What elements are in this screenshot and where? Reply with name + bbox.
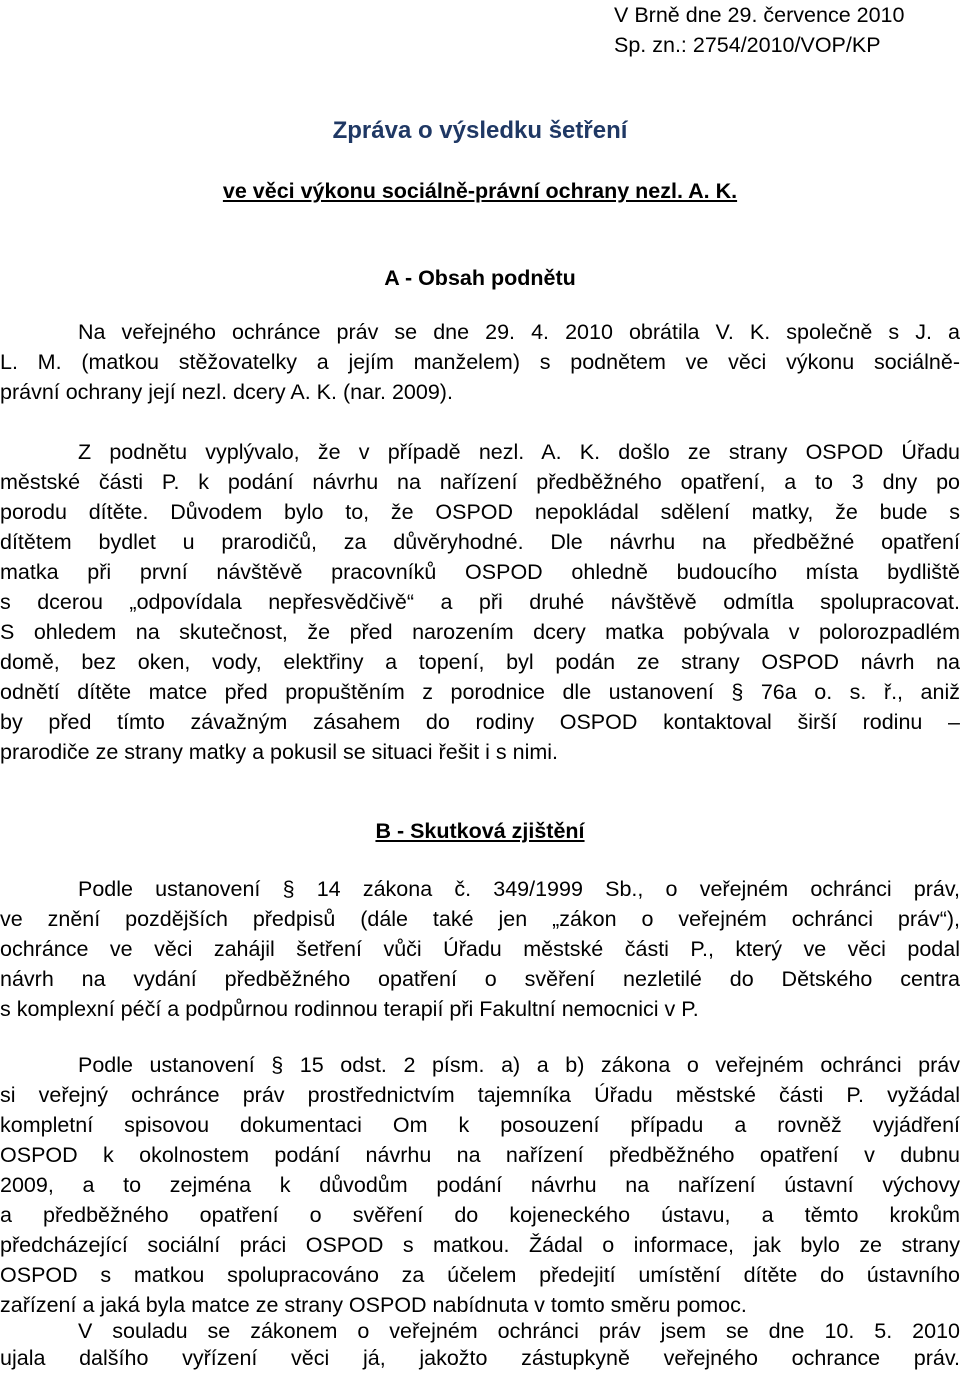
text-line: by před tímto závažným zásahem do rodiny OSPOD kontaktoval širší rodinu –: [0, 710, 960, 734]
text-line: zařízení a jaká byla matce ze strany OSPOD nabídnuta v tomto směru pomoc.: [0, 1293, 747, 1317]
date-line: V Brně dne 29. července 2010: [614, 3, 905, 27]
text-line: městské části P. k podání návrhu na nařízení předběžného opatření, a to 3 dny po: [0, 470, 960, 494]
section-b-heading: [0, 816, 960, 846]
text-line: Podle ustanovení § 15 odst. 2 písm. a) a b) zákona o veřejném ochránci práv: [78, 1053, 960, 1077]
text-line: s dcerou „odpovídala nepřesvědčivě“ a při druhé návštěvě odmítla spolupracovat.: [0, 590, 960, 614]
text-line: ujala dalšího vyřízení věci já, jakožto zástupkyně veřejného ochrance práv.: [0, 1346, 960, 1370]
section-a-heading: A - Obsah podnětu: [384, 266, 576, 290]
text-line: kompletní spisovou dokumentaci Om k posouzení případu a rovněž vyjádření: [0, 1113, 960, 1137]
text-line: L. M. (matkou stěžovatelky a jejím manželem) s podnětem ve věci výkonu sociálně-: [0, 350, 960, 374]
text-line: ochránce ve věci zahájil šetření vůči Úřadu městské části P., který ve věci podal: [0, 937, 960, 961]
section-b-heading-text: B - Skutková zjištění: [375, 819, 585, 843]
text-line: matka při první návštěvě pracovníků OSPOD ohledně budoucího místa bydliště: [0, 560, 960, 584]
text-line: Podle ustanovení § 14 zákona č. 349/1999 Sb., o veřejném ochránci práv,: [78, 877, 960, 901]
text-line: S ohledem na skutečnost, že před narozením dcery matka pobývala v polorozpadlém: [0, 620, 960, 644]
text-line: V souladu se zákonem o veřejném ochránci práv jsem se dne 10. 5. 2010: [78, 1319, 960, 1343]
text-line: odnětí dítěte matce před propuštěním z porodnice dle ustanovení § 76a o. s. ř., aniž: [0, 680, 960, 704]
text-line: domě, bez oken, vody, elektřiny a topení, byl podán ze strany OSPOD návrh na: [0, 650, 960, 674]
text-line: ve znění pozdějších předpisů (dále také jen „zákon o veřejném ochránci práv“),: [0, 907, 960, 931]
document-subtitle: ve věci výkonu sociálně-právní ochrany nezl. A. K.: [222, 179, 738, 203]
text-line: dítětem bydlet u prarodičů, za důvěryhodné. Dle návrhu na předběžné opatření: [0, 530, 960, 554]
text-line: OSPOD k okolnostem podání návrhu na nařízení předběžného opatření v dubnu: [0, 1143, 960, 1167]
text-line: 2009, a to zejména k důvodům podání návrhu na nařízení ústavní výchovy: [0, 1173, 960, 1197]
text-line: Na veřejného ochránce práv se dne 29. 4. 2010 obrátila V. K. společně s J. a: [78, 320, 960, 344]
text-line: Z podnětu vyplývalo, že v případě nezl. A. K. došlo ze strany OSPOD Úřadu: [78, 440, 960, 464]
text-line: návrh na vydání předběžného opatření o svěření nezletilé do Dětského centra: [0, 967, 960, 991]
document-title: Zpráva o výsledku šetření: [332, 117, 628, 144]
text-line: OSPOD s matkou spolupracováno za účelem předejití umístění dítěte do ústavního: [0, 1263, 960, 1287]
text-line: a předběžného opatření o svěření do kojeneckého ústavu, a těmto krokům: [0, 1203, 960, 1227]
text-line: právní ochrany její nezl. dcery A. K. (nar. 2009).: [0, 380, 453, 404]
text-line: prarodiče ze strany matky a pokusil se situaci řešit i s nimi.: [0, 740, 559, 764]
text-line: předcházející sociální práci OSPOD s matkou. Žádal o informace, jak bylo ze strany: [0, 1233, 960, 1257]
reference-number: Sp. zn.: 2754/2010/VOP/KP: [614, 33, 881, 57]
text-line: si veřejný ochránce práv prostřednictvím tajemníka Úřadu městské části P. vyžádal: [0, 1083, 960, 1107]
text-line: porodu dítěte. Důvodem bylo to, že OSPOD nepokládal sdělení matky, že bude s: [0, 500, 960, 524]
text-line: s komplexní péčí a podpůrnou rodinnou terapií při Fakultní nemocnici v P.: [0, 997, 699, 1021]
